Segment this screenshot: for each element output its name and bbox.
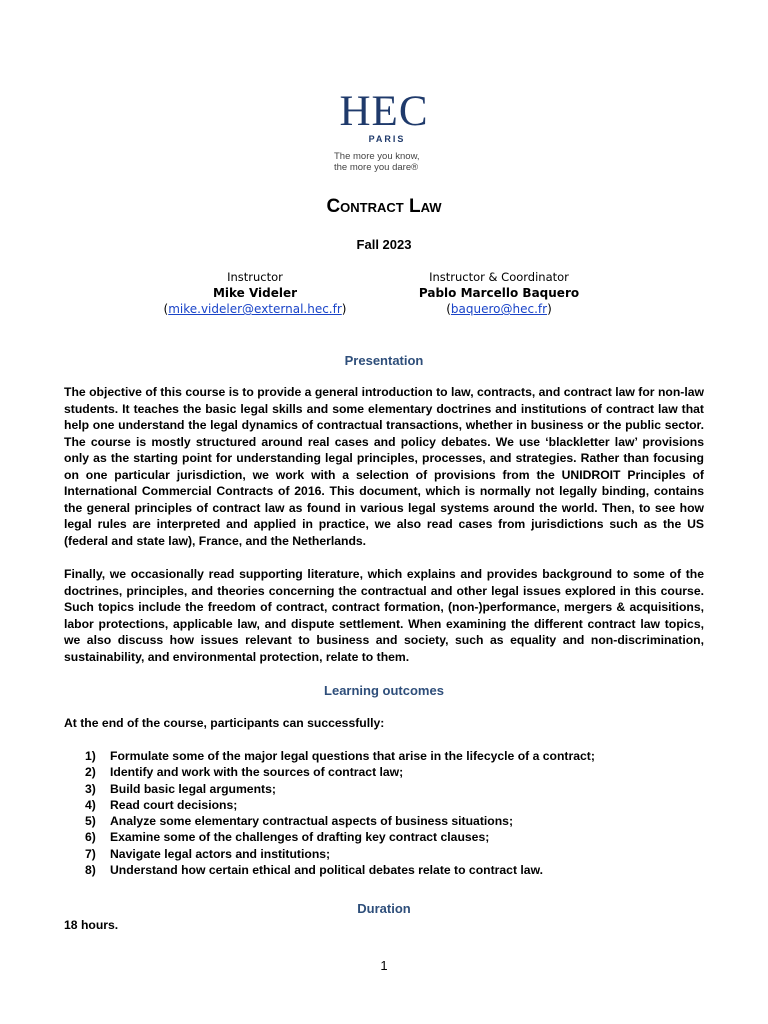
logo-tagline	[334, 151, 420, 173]
item-text: Build basic legal arguments;	[110, 781, 276, 796]
presentation-paragraph-2: Finally, we occasionally read supporting literature, which explains and provides background to some of the doctrines, principles, and theories concerning the contractual and other legal issues explored in this course. Such topics include the freedom of contract, contract formation, (non-)performance, mergers & acquisitions, labor protections, applicable law, and dispute settlement. When examining the different contract law topics, we also discuss how issues relevant to business and society, such as equality and non-discrimination, sustainability, and environmental protection, relate to them.	[64, 567, 704, 664]
list-item	[85, 781, 685, 797]
instructor-role: Instructor	[227, 270, 283, 284]
item-number: 3)	[85, 781, 96, 796]
item-text: Examine some of the challenges of drafting key contract clauses;	[110, 830, 490, 845]
page-number: 1	[380, 958, 388, 973]
hec-logo	[332, 88, 436, 144]
duration-heading: Duration	[357, 901, 411, 916]
item-text: Formulate some of the major legal questions that arise in the lifecycle of a contract;	[110, 749, 595, 763]
item-number: 4)	[85, 797, 96, 812]
item-text: Understand how certain ethical and political debates relate to contract law.	[110, 863, 543, 878]
item-text: Navigate legal actors and institutions;	[110, 846, 331, 861]
item-number: 1)	[85, 749, 96, 763]
item-number: 5)	[85, 814, 96, 829]
item-number: 7)	[85, 846, 96, 861]
course-title: Contract Law	[326, 196, 442, 217]
list-item	[85, 764, 685, 780]
list-item	[85, 748, 685, 764]
instructor-email: (baquero@hec.fr)	[446, 302, 552, 316]
item-number: 8)	[85, 863, 96, 878]
instructor-email-link[interactable]: mike.videler@external.hec.fr	[168, 302, 342, 316]
list-item	[85, 797, 685, 813]
list-item	[85, 862, 685, 878]
item-text: Identify and work with the sources of contract law;	[110, 765, 404, 780]
learning-outcomes-list	[85, 748, 685, 878]
learning-outcomes-intro: At the end of the course, participants can successfully:	[64, 716, 385, 730]
tagline-line-1: The more you know,	[334, 151, 420, 162]
course-term: Fall 2023	[356, 237, 412, 252]
item-number: 2)	[85, 765, 96, 780]
instructor-block-1	[152, 269, 358, 317]
logo-subtitle: PARIS	[368, 134, 406, 144]
logo-wordmark: HEC	[339, 88, 429, 135]
presentation-heading: Presentation	[344, 353, 424, 368]
instructor-email-link[interactable]: baquero@hec.fr	[450, 302, 548, 316]
item-text: Analyze some elementary contractual aspects of business situations;	[110, 814, 513, 829]
instructor-name: Mike Videler	[212, 286, 298, 300]
list-item	[85, 846, 685, 862]
learning-outcomes-heading: Learning outcomes	[324, 683, 444, 698]
instructor-role: Instructor & Coordinator	[429, 270, 569, 284]
instructor-name: Pablo Marcello Baquero	[418, 286, 580, 300]
duration-text: 18 hours.	[64, 918, 119, 932]
tagline-line-2: the more you dare®	[334, 162, 419, 173]
presentation-paragraph-1: The objective of this course is to provide a general introduction to law, contracts, and contract law for non-law students. It teaches the basic legal skills and some elementary doctrines and institutions of contract law that help one understand the legal dynamics of contractual transactions, whether in business or the public sector. The course is mostly structured around real cases and policy debates. We use ‘blackletter law’ provisions only as the starting point for understanding legal principles, processes, and strategies. Rather than focusing on one particular jurisdiction, we work with a selection of provisions from the UNIDROIT Principles of International Commercial Contracts of 2016. This document, which is normally not legally binding, contains the general principles of contract law as found in various legal systems around the world. Then, to see how legal rules are interpreted and applied in practice, we also read cases from jurisdictions such as the US (federal and state law), France, and the Netherlands.	[64, 385, 704, 548]
instructor-block-2	[404, 269, 594, 317]
item-text: Read court decisions;	[110, 797, 238, 812]
list-item	[85, 829, 685, 845]
instructor-email: (mike.videler@external.hec.fr)	[163, 302, 347, 316]
list-item	[85, 813, 685, 829]
item-number: 6)	[85, 830, 96, 845]
